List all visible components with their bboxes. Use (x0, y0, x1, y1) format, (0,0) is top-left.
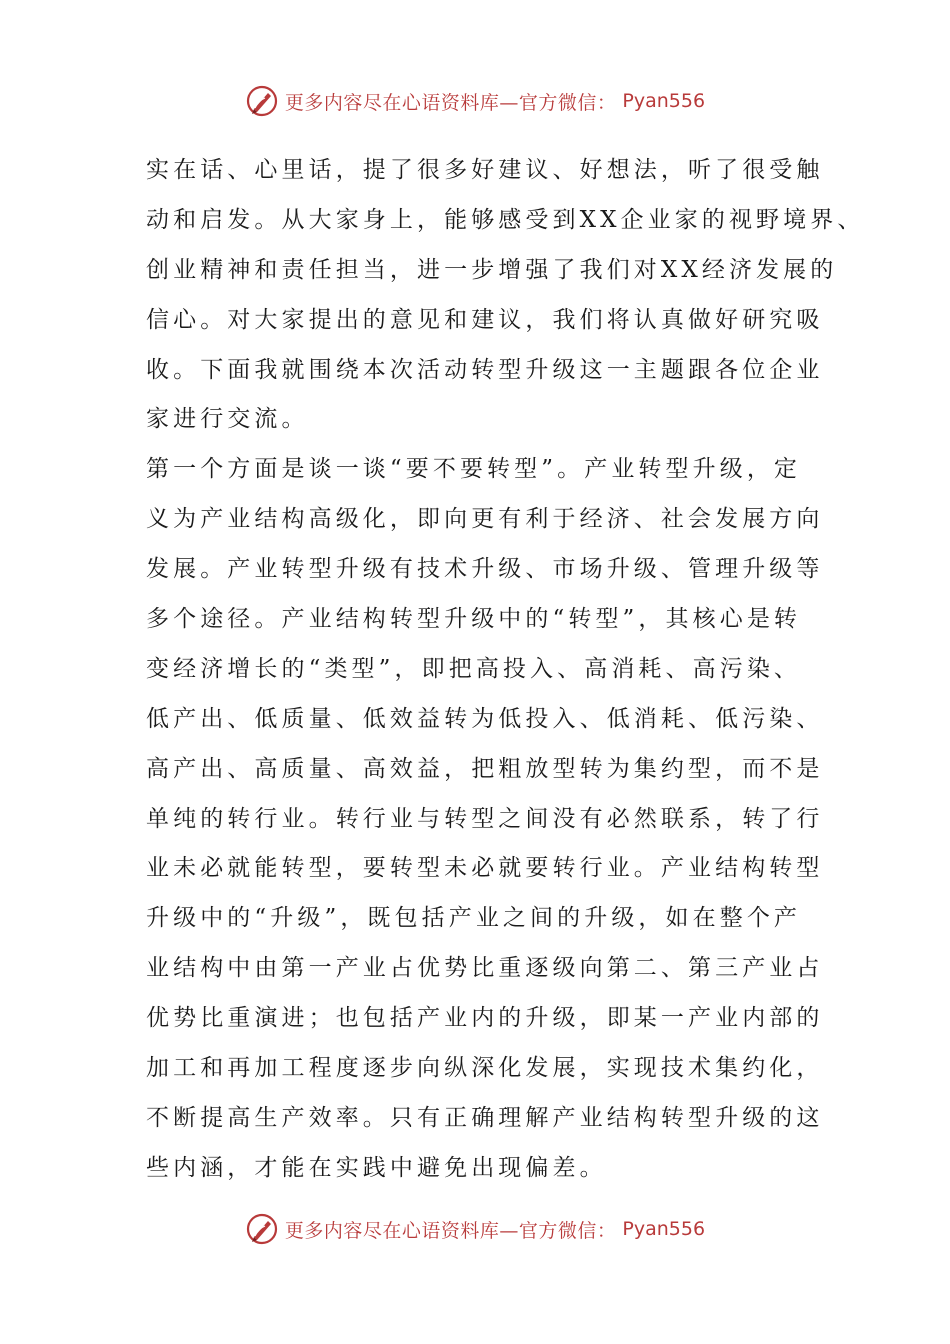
document-body (146, 146, 865, 1194)
text-line: 不断提高生产效率。只有正确理解产业结构转型升级的这 (146, 1104, 824, 1131)
pen-logo-icon (245, 1212, 279, 1246)
text-line: 低产出、低质量、低效益转为低投入、低消耗、低污染、 (146, 705, 824, 732)
text-line: 家进行交流。 (146, 406, 309, 433)
text-line: 优势比重演进；也包括产业内的升级，即某一产业内部的 (146, 1005, 824, 1032)
watermark-wechat-id: Pyan556 (622, 90, 706, 112)
text-line: 业未必就能转型，要转型未必就要转行业。产业结构转型 (146, 855, 824, 882)
text-line: 义为产业结构高级化，即向更有利于经济、社会发展方向 (146, 506, 824, 533)
text-line: 变经济增长的“类型”，即把高投入、高消耗、高污染、 (146, 655, 802, 682)
footer-watermark (0, 1212, 950, 1246)
header-watermark (0, 84, 950, 118)
text-line: 加工和再加工程度逐步向纵深化发展，实现技术集约化， (146, 1055, 824, 1082)
text-line: 创业精神和责任担当，进一步增强了我们对XX经济发展的 (146, 256, 838, 283)
watermark-text: 更多内容尽在心语资料库—官方微信： (284, 91, 617, 114)
text-line: 业结构中由第一产业占优势比重逐级向第二、第三产业占 (146, 955, 824, 982)
text-line: 升级中的“升级”，既包括产业之间的升级，如在整个产 (146, 905, 802, 932)
watermark-text: 更多内容尽在心语资料库—官方微信： (284, 1219, 617, 1242)
watermark-wechat-id: Pyan556 (622, 1218, 706, 1240)
text-line: 单纯的转行业。转行业与转型之间没有必然联系，转了行 (146, 805, 824, 832)
text-line: 动和启发。从大家身上，能够感受到XX企业家的视野境界、 (146, 206, 865, 233)
text-line: 信心。对大家提出的意见和建议，我们将认真做好研究吸 (146, 306, 824, 333)
text-line: 高产出、高质量、高效益，把粗放型转为集约型，而不是 (146, 755, 824, 782)
text-line: 发展。产业转型升级有技术升级、市场升级、管理升级等 (146, 556, 824, 583)
text-line: 多个途径。产业结构转型升级中的“转型”，其核心是转 (146, 606, 802, 633)
text-line: 些内涵，才能在实践中避免出现偏差。 (146, 1154, 607, 1181)
pen-logo-icon (245, 84, 279, 118)
text-line: 第一个方面是谈一谈“要不要转型”。产业转型升级，定 (146, 456, 802, 483)
text-line: 实在话、心里话，提了很多好建议、好想法，听了很受触 (146, 157, 824, 183)
text-line: 收。下面我就围绕本次活动转型升级这一主题跟各位企业 (146, 356, 824, 383)
